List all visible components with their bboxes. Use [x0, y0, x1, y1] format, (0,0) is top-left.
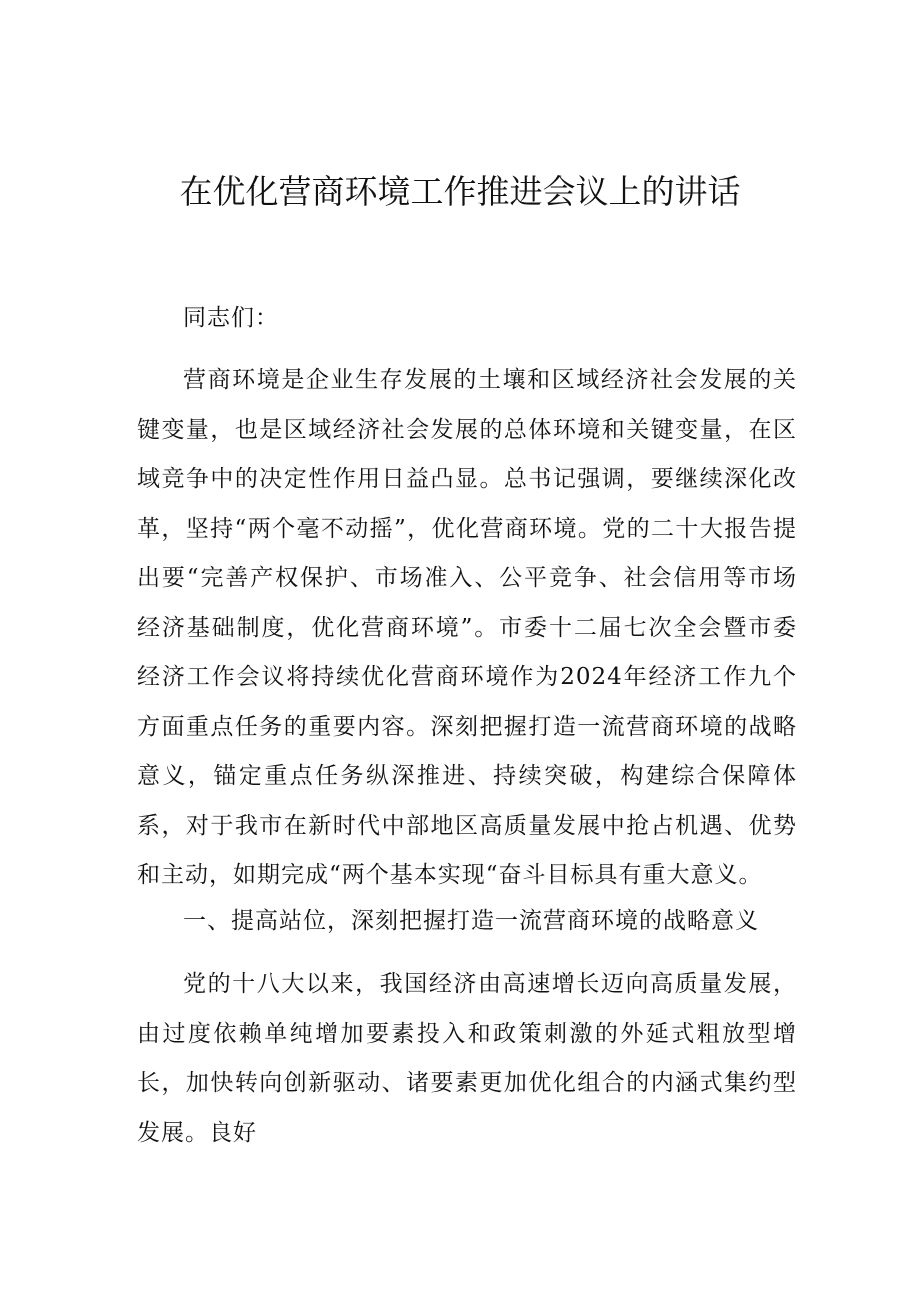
section-heading: 一、提高站位，深刻把握打造一流营商环境的战略意义	[183, 908, 759, 934]
paragraph: 党的十八大以来，我国经济由高速增长迈向高质量发展，由过度依赖单纯增加要素投入和政策刺激的外延式粗放型增长，加快转向创新驱动、诸要素更加优化组合的内涵式集约型发展。良好	[137, 971, 797, 1146]
paragraph: 营商环境是企业生存发展的土壤和区域经济社会发展的关键变量，也是区域经济社会发展的总体环境和关键变量，在区域竞争中的决定性作用日益凸显。总书记强调，要继续深化改革，坚持“两个毫不动摇”，优化营商环境。党的二十大报告提出要“完善产权保护、市场准入、公平竞争、社会信用等市场经济基础制度，优化营商环境”。市委十二届七次全会暨市委经济工作会议将持续优化营商环境作为2024年经济工作九个方面重点任务的重要内容。深刻把握打造一流营商环境的战略意义，锚定重点任务纵深推进、持续突破，构建综合保障体系，对于我市在新时代中部地区高质量发展中抢占机遇、优势和主动，如期完成“两个基本实现“奋斗目标具有重大意义。	[137, 367, 797, 888]
document-title: 在优化营商环境工作推进会议上的讲话	[179, 172, 741, 211]
salutation: 同志们：	[183, 305, 279, 331]
